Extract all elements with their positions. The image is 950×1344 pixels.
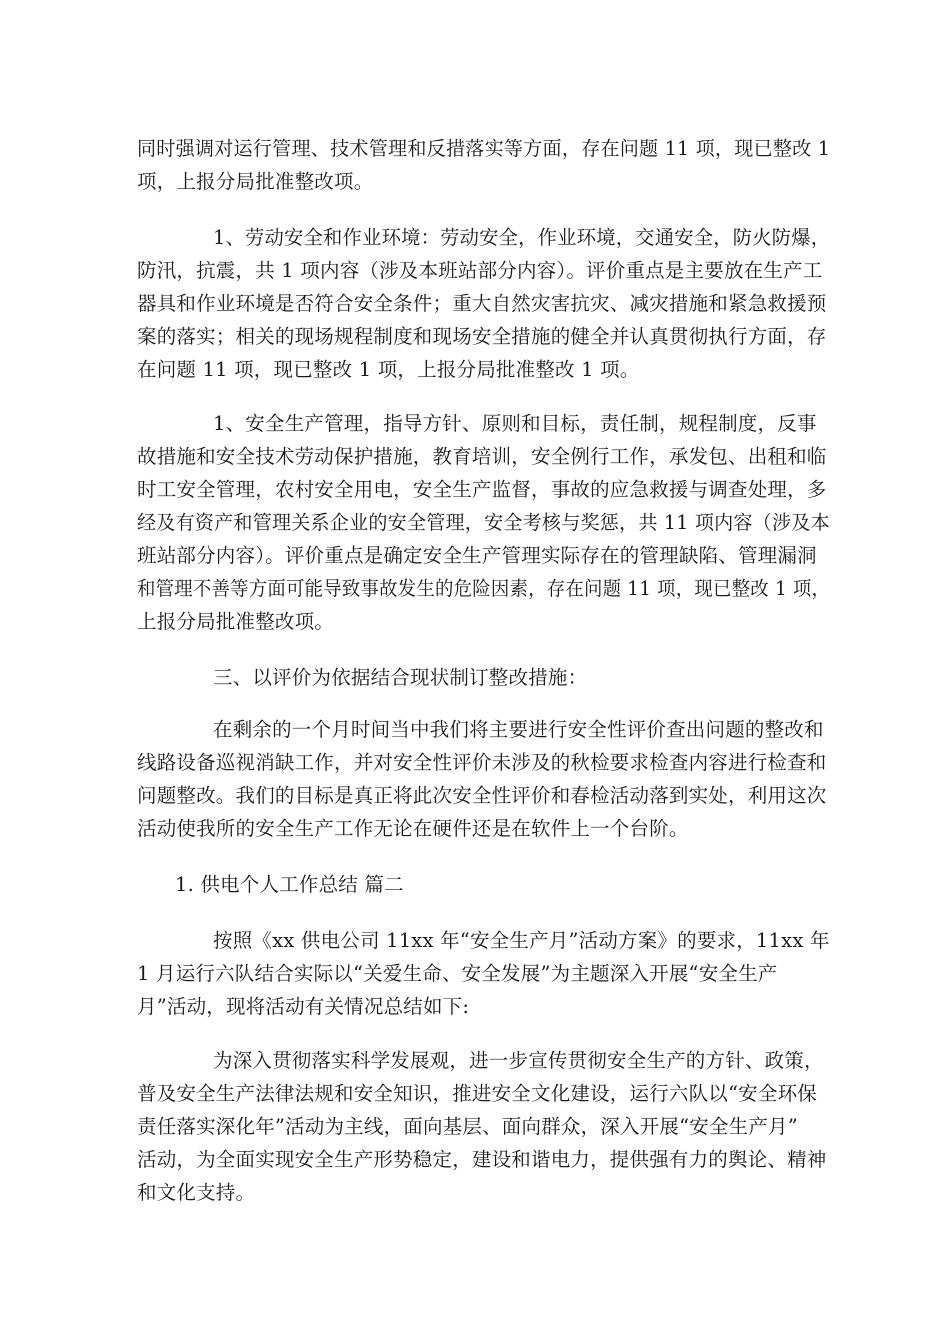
text-line: 经及有资产和管理关系企业的安全管理，安全考核与奖惩，共 11 项内容（涉及本 <box>137 511 830 534</box>
section-heading: 三、以评价为依据结合现状制订整改措施： <box>213 666 588 689</box>
text-line: 和管理不善等方面可能导致事故发生的危险因素，存在问题 11 项，现已整改 1 项， <box>137 577 831 600</box>
text-line: 项，上报分局批准整改项。 <box>137 170 374 193</box>
text-line: 故措施和安全技术劳动保护措施，教育培训，安全例行工作，承发包、出租和临 <box>137 445 827 468</box>
text-line: 普及安全生产法律法规和安全知识，推进安全文化建设，运行六队以“安全环保 <box>137 1082 817 1105</box>
text-line: 案的落实；相关的现场规程制度和现场安全措施的健全并认真贯彻执行方面，存 <box>137 325 827 348</box>
section-heading: 1. 供电个人工作总结 篇二 <box>175 873 404 896</box>
text-line: 责任落实深化年”活动为主线，面向基层、面向群众，深入开展“安全生产月” <box>137 1115 798 1138</box>
text-line: 时工安全管理，农村安全用电，安全生产监督，事故的应急救援与调查处理，多 <box>137 478 827 501</box>
text-line: 1 月运行六队结合实际以“关爱生命、安全发展”为主题深入开展“安全生产 <box>137 962 778 985</box>
text-line: 在剩余的一个月时间当中我们将主要进行安全性评价查出问题的整改和 <box>213 718 824 741</box>
text-line: 1、安全生产管理，指导方针、原则和目标，责任制，规程制度，反事 <box>213 412 817 435</box>
text-line: 为深入贯彻落实科学发展观，进一步宣传贯彻安全生产的方针、政策， <box>213 1049 824 1072</box>
text-line: 活动，为全面实现安全生产形势稳定，建设和谐电力，提供强有力的舆论、精神 <box>137 1148 827 1171</box>
text-line: 班站部分内容）。评价重点是确定安全生产管理实际存在的管理缺陷、管理漏洞 <box>137 544 817 567</box>
text-line: 同时强调对运行管理、技术管理和反措落实等方面，存在问题 11 项，现已整改 1 <box>137 137 831 160</box>
text-line: 上报分局批准整改项。 <box>137 610 335 633</box>
text-line: 按照《xx 供电公司 11xx 年“安全生产月”活动方案》的要求，11xx 年 <box>213 929 830 952</box>
text-line: 器具和作业环境是否符合安全条件；重大自然灾害抗灾、减灾措施和紧急救援预 <box>137 292 827 315</box>
text-line: 月”活动，现将活动有关情况总结如下: <box>137 995 470 1018</box>
text-line: 问题整改。我们的目标是真正将此次安全性评价和春检活动落到实处，利用这次 <box>137 784 827 807</box>
text-line: 活动使我所的安全生产工作无论在硬件还是在软件上一个台阶。 <box>137 817 689 840</box>
text-line: 线路设备巡视消缺工作，并对安全性评价未涉及的秋检要求检查内容进行检查和 <box>137 751 827 774</box>
text-line: 1、劳动安全和作业环境：劳动安全，作业环境，交通安全，防火防爆， <box>213 226 831 249</box>
text-line: 在问题 11 项，现已整改 1 项，上报分局批准整改 1 项。 <box>137 358 640 381</box>
text-line: 和文化支持。 <box>137 1181 256 1204</box>
text-line: 防汛，抗震，共 1 项内容（涉及本班站部分内容）。评价重点是主要放在生产工 <box>137 259 823 282</box>
